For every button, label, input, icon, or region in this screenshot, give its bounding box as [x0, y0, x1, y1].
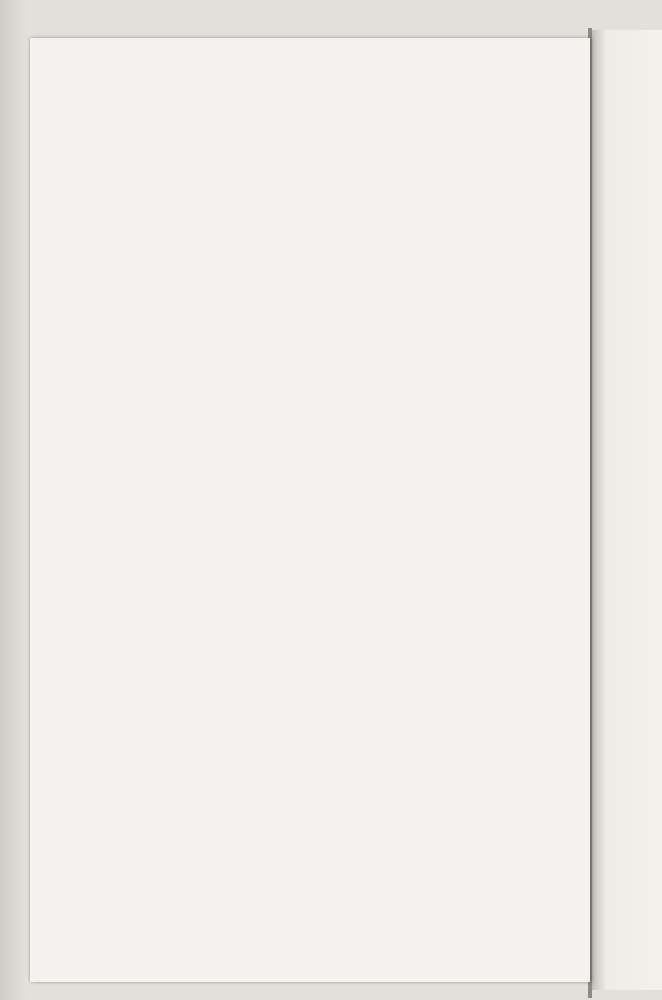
book-page [30, 38, 590, 982]
facing-page-edge [588, 30, 662, 990]
